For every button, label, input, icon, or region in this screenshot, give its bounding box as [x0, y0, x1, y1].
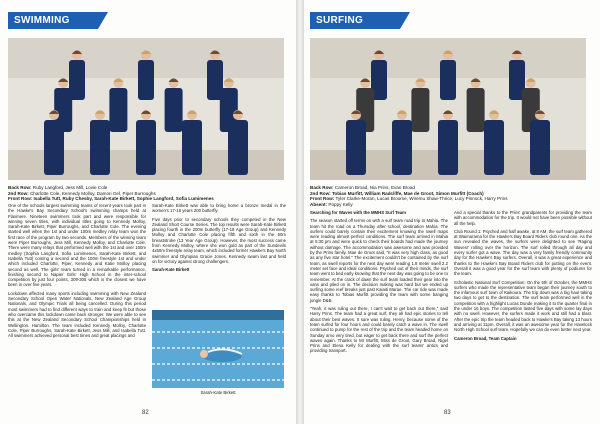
team-member-figure — [136, 120, 156, 175]
right-page — [304, 0, 600, 424]
second-row-names: Tobias Murfitt, William Radcliffe, Mae de Groot, Simon Murfitt (Coach) — [331, 190, 484, 196]
swimming-article-column-1 — [8, 203, 146, 403]
team-member-figure — [90, 120, 110, 175]
team-member-figure — [138, 60, 154, 100]
photo-caption — [310, 185, 590, 207]
left-page — [0, 0, 297, 424]
back-row-label: Back Row: — [310, 185, 334, 190]
front-row-names: Tyler Clarke-Moran, Lucas Broome, Wiremu Shaw-Thrice, Lucy Pinnock, Harry Prins — [335, 196, 508, 202]
page-number: 82 — [142, 410, 149, 416]
back-row-names: Cameron Broad, Nia Prins, Evan Broad — [334, 185, 415, 190]
pool-photo-label: Sarah-Kate Birkett — [152, 267, 190, 273]
author-signoff: Cameron Broad, Team Captain — [454, 335, 517, 341]
team-member-figure — [109, 88, 127, 132]
team-member-figure — [530, 120, 550, 175]
article-heading: Searching for Waves with the MMHS Surf Team — [310, 210, 406, 215]
second-row-label: 2nd Row: — [8, 190, 29, 196]
team-member-figure — [392, 120, 412, 175]
back-row-label: Back Row: — [8, 185, 32, 190]
paragraph: And a special thanks to the Prins' grandparents for providing the team with accommodation for the trip. It would not have been possible without all the help. — [454, 210, 592, 226]
team-member-figure — [182, 120, 202, 175]
absent-names: Poppy Kelly — [328, 201, 353, 207]
team-member-figure — [44, 120, 64, 175]
surfing-team-photo — [310, 38, 586, 180]
front-row-label: Front Row: — [8, 196, 33, 202]
banner-arrow — [400, 12, 410, 29]
absent-label: Absent: — [310, 201, 328, 207]
team-member-figure — [165, 88, 183, 132]
swimming-team-photo — [8, 38, 284, 180]
paragraph: Sarah-Kate Birkett was able to bring home a bronze medal in the women's 17-18 years 200 butterfly. — [152, 203, 286, 214]
paragraph: The season started off terms on with a surf team road trip to Mahia. The team hit the road on a Thursday after school, destination Mahia. The surfers could barely contain their excitement knowing the swell maps were reading almost perfect conditions. The surf team arrived in Mahia at 5:30 pm and were quick to check their boards had made the journey without damage. The accommodation was awesome and was provided by the Prins family. Mae de Groot said, "It was very high class, as good as any five star hotel." The excitement couldn't be contained by the surf team, as swell reports for the next day were reading 1.8 meter swell 2.2 meter set face and ideal conditions. Psyched out of their minds, the surf team went to bed early knowing that the next day was going to be one to remember. At the crack of dawn the surf team loaded their gear into the vans and piled on in. The decision making was hard but we ended up surfing some reef breaks just past Kaiaiti Marae. The car ride was made easy thanks to Tobias Murfitt providing the team with some banging jungle D&B. — [310, 218, 448, 303]
team-member-figure — [346, 120, 366, 175]
paragraph: Five days prior to secondary schools they competed in the New Zealand Short Course Series. The top results were Sarah-Kate Birkett placing fourth in the 200m butterfly (17-18 Age Group) and Kennedy Molloy and Charlotte Cole placing fifth and sixth in the 50m breaststroke (13 Year Age Group). However, the most success came from Kennedy Molloy, where she won gold as part of the Sundevils 4x50m freestyle relay team, which included former Hawke's Bay North swimmer and Olympian Gracie Jones. Kennedy swam last and held on for victory against strong challengers. — [152, 216, 286, 264]
back-row-names: Ruby Langford, Jess Mill, Lovie Cole — [32, 185, 108, 190]
second-row-names: Charlotte Cole, Kennedy Molloy, Damon Gel, Piper Burroughs — [29, 190, 156, 196]
team-member-figure — [411, 88, 429, 132]
team-member-figure — [467, 88, 485, 132]
section-title: SURFING — [316, 15, 364, 26]
team-member-figure — [438, 120, 458, 175]
front-row-names: Isabella Tutt, Ruby Chesby, Sarah-Kate Birkett, Sophie Langford, Sofia Lumimenes — [33, 196, 214, 202]
banner-arrow — [98, 12, 108, 29]
pool-photo-caption: Sarah-Kate Birkett — [200, 390, 236, 395]
paragraph: Scholastic National Surf Competition: On the 5th of October, the MMHS surfers who made the representative team began their journey south to the infamous surf town of Kaikoura. The trip down was a big haul taking two days to get to the destination. The surf team performed well in the competition with a highlight Lucas Dunde making it to the quarter final in the under 16 boys. The competition lasted five days with some lay days with no swell. However, the surfers made it work and still had a blast. After the epic trip the team headed back to Hawke's Bay taking 13 hours and arriving at 11pm. Overall, it was an awesome year for the Havelock North High School surf team. Hopefully we can do even better next year. — [454, 279, 592, 333]
surfing-article-column-1 — [310, 210, 448, 405]
front-row-label: Front Row: — [310, 196, 335, 202]
surfing-banner — [310, 12, 400, 29]
page-number: 83 — [444, 410, 451, 416]
paragraph: "Yeah, it was ruling out there, I can't wait to get back out there," said Harry Prins. The team had a great surf, they all had epic stories to tell about their best waves. It sure was ruling. Henry, because some of the team surfed for four hours and could barely catch a wave in. The swell continued to pump for the rest of the trip and the team headed home on Sunday arvo very tired, but eager to get back there and surf the perfect waves again. Thanks to Mr Murfitt, Miss de Groot, Gary Broad, Nigel Prins and Elena Kelly for dealing with the surf teams' antics and providing transport. — [310, 306, 448, 354]
pool-photo — [152, 310, 284, 388]
spine-gutter — [296, 0, 304, 424]
photo-caption — [8, 185, 288, 202]
team-member-figure — [484, 120, 504, 175]
team-member-figure — [440, 60, 456, 100]
paragraph: One of the schools largest swimming teams of recent years took part in the Hawke's Bay Secondary School's swimming champs held at Flaxmere. Nineteen swimmers took part and were responsible for winning seven titles, with individual titles going to Kennedy Molloy, Sarah-Kate Birkett, Piper Burroughs, and Charlotte Cole. The evening started well when the 1st and under 100m medley relay team won the first race of the program by two seconds. Members of the winning team were Piper Burroughs, Jess Mill, Kennedy Molloy, and Charlotte Cole. There were many relays that performed well with the 1st and over 100m medley (Sophia Langford, Sofia Lumimenes, Sarah-Kate Birkett, and Isabella Tutt) coming a second and the 100m freestyle 1st and under which included Charlotte, Piper, Kennedy and Katie Molloy placing second as well. The girls' team turned in a remarkable performance, finishing second to Napier Girls' High School in the inter-school competition by just four points, 309-305 which is the closest we have been in over five years. — [8, 203, 146, 288]
team-member-figure — [228, 120, 248, 175]
swimming-banner — [8, 12, 98, 29]
section-title: SWIMMING — [14, 15, 70, 26]
swimming-article-column-2 — [152, 203, 286, 308]
paragraph: Lockdown affected many sports including swimming with New Zealand Secondary School Open Water Nationals, New Zealand Age Group Nationals, and Olympic Trials all being cancelled. During this period most swimmers had to find different ways to train and keep fit but those who overcame this lockdown came back stronger. We were able to see this at the New Zealand Secondary School Championships held in Wellington. Hamilton. The team included Kennedy Molloy, Charlotte Cole, Piper Burroughs, Sarah-Kate Birkett, Jess Mill, and Isabella Tutt. All swimmers achieved personal best times and great placings and — [8, 290, 146, 339]
second-row-label: 2nd Row: — [310, 190, 331, 196]
surfing-article-column-2 — [454, 210, 592, 405]
paragraph: Club Round 1: Psyched and half awake, at 8 AM, the surf team gathered at Waimarama for the Hawke's Bay Board Riders club round one. As the sun revealed the waves, the surfers were delighted to see 'Raging Waves!' rolling over the horizon. The surf rolled through all day and every surfer got a wave. The day was a very family friendly community day for the Hawke's Bay surfers. Overall, it was a great experience and thanks to the Hawke's Bay Board Riders club for putting on the event. Overall it was a good year for the surf team with plenty of podiums for the team. — [454, 228, 592, 277]
